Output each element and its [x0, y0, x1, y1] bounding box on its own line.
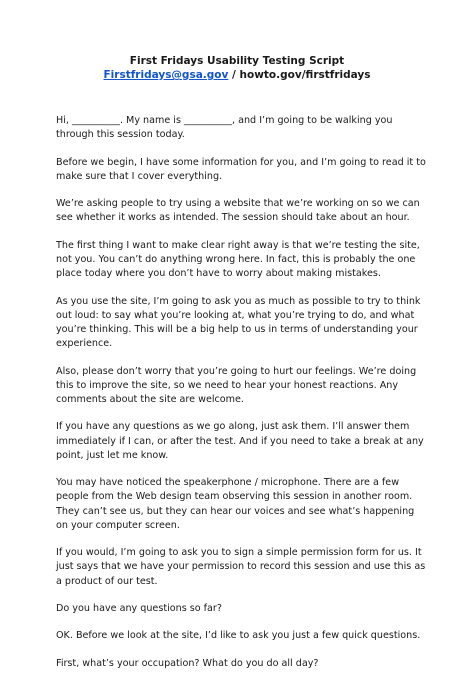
paragraph-think-aloud: As you use the site, I’m going to ask you as much as possible to try to think out loud: to say what you’re looking at, what you’re trying to do, and what you’re thinking. This will be a big help to us in terms of understanding your experience.: [56, 295, 421, 350]
paragraph-quick-questions: OK. Before we look at the site, I’d like to ask you just a few quick questions.: [56, 630, 421, 642]
paragraph-observers: You may have noticed the speakerphone / microphone. There are a few people from the Web design team observing this session in another room. They can’t see us, but they can hear our voices and see what’s happening on your computer screen.: [56, 477, 415, 531]
website-url: howto.gov/firstfridays: [239, 69, 371, 81]
paragraph-questions-break: If you have any questions as we go along, just ask them. I’ll answer them immediately if I can, or after the test. And if you need to take a break at any point, just let me know.: [56, 421, 424, 461]
contact-line: [0, 68, 474, 82]
paragraph-honest-reactions: Also, please don’t worry that you’re going to hurt our feelings. We’re doing this to improve the site, so we need to hear your honest reactions. Any comments about the site are welcome.: [56, 365, 417, 405]
separator: /: [228, 69, 240, 81]
paragraph-greeting: Hi, __________. My name is __________, and I’m going to be walking you through this session today.: [56, 115, 393, 141]
document-title: First Fridays Usability Testing Script: [129, 55, 345, 67]
paragraph-testing-site: The first thing I want to make clear right away is that we’re testing the site, not you. You can’t do anything wrong here. In fact, this is probably the one place today where you don’t have to worry about making mistakes.: [56, 239, 420, 280]
email-link[interactable]: Firstfridays@gsa.gov: [103, 69, 229, 81]
script-body: [56, 114, 426, 684]
paragraph-occupation: First, what’s your occupation? What do you do all day?: [56, 657, 319, 669]
paragraph-purpose: We’re asking people to try using a website that we’re working on so we can see whether it works as intended. The session should take about an hour.: [56, 198, 420, 224]
paragraph-intro: Before we begin, I have some information for you, and I’m going to read it to make sure that I cover everything.: [56, 156, 426, 182]
paragraph-permission-form: If you would, I’m going to ask you to sign a simple permission form for us. It just says that we have your permission to record this session and use this as a product of our test.: [56, 547, 426, 587]
paragraph-any-questions: Do you have any questions so far?: [56, 602, 222, 614]
document-header: [0, 54, 474, 82]
